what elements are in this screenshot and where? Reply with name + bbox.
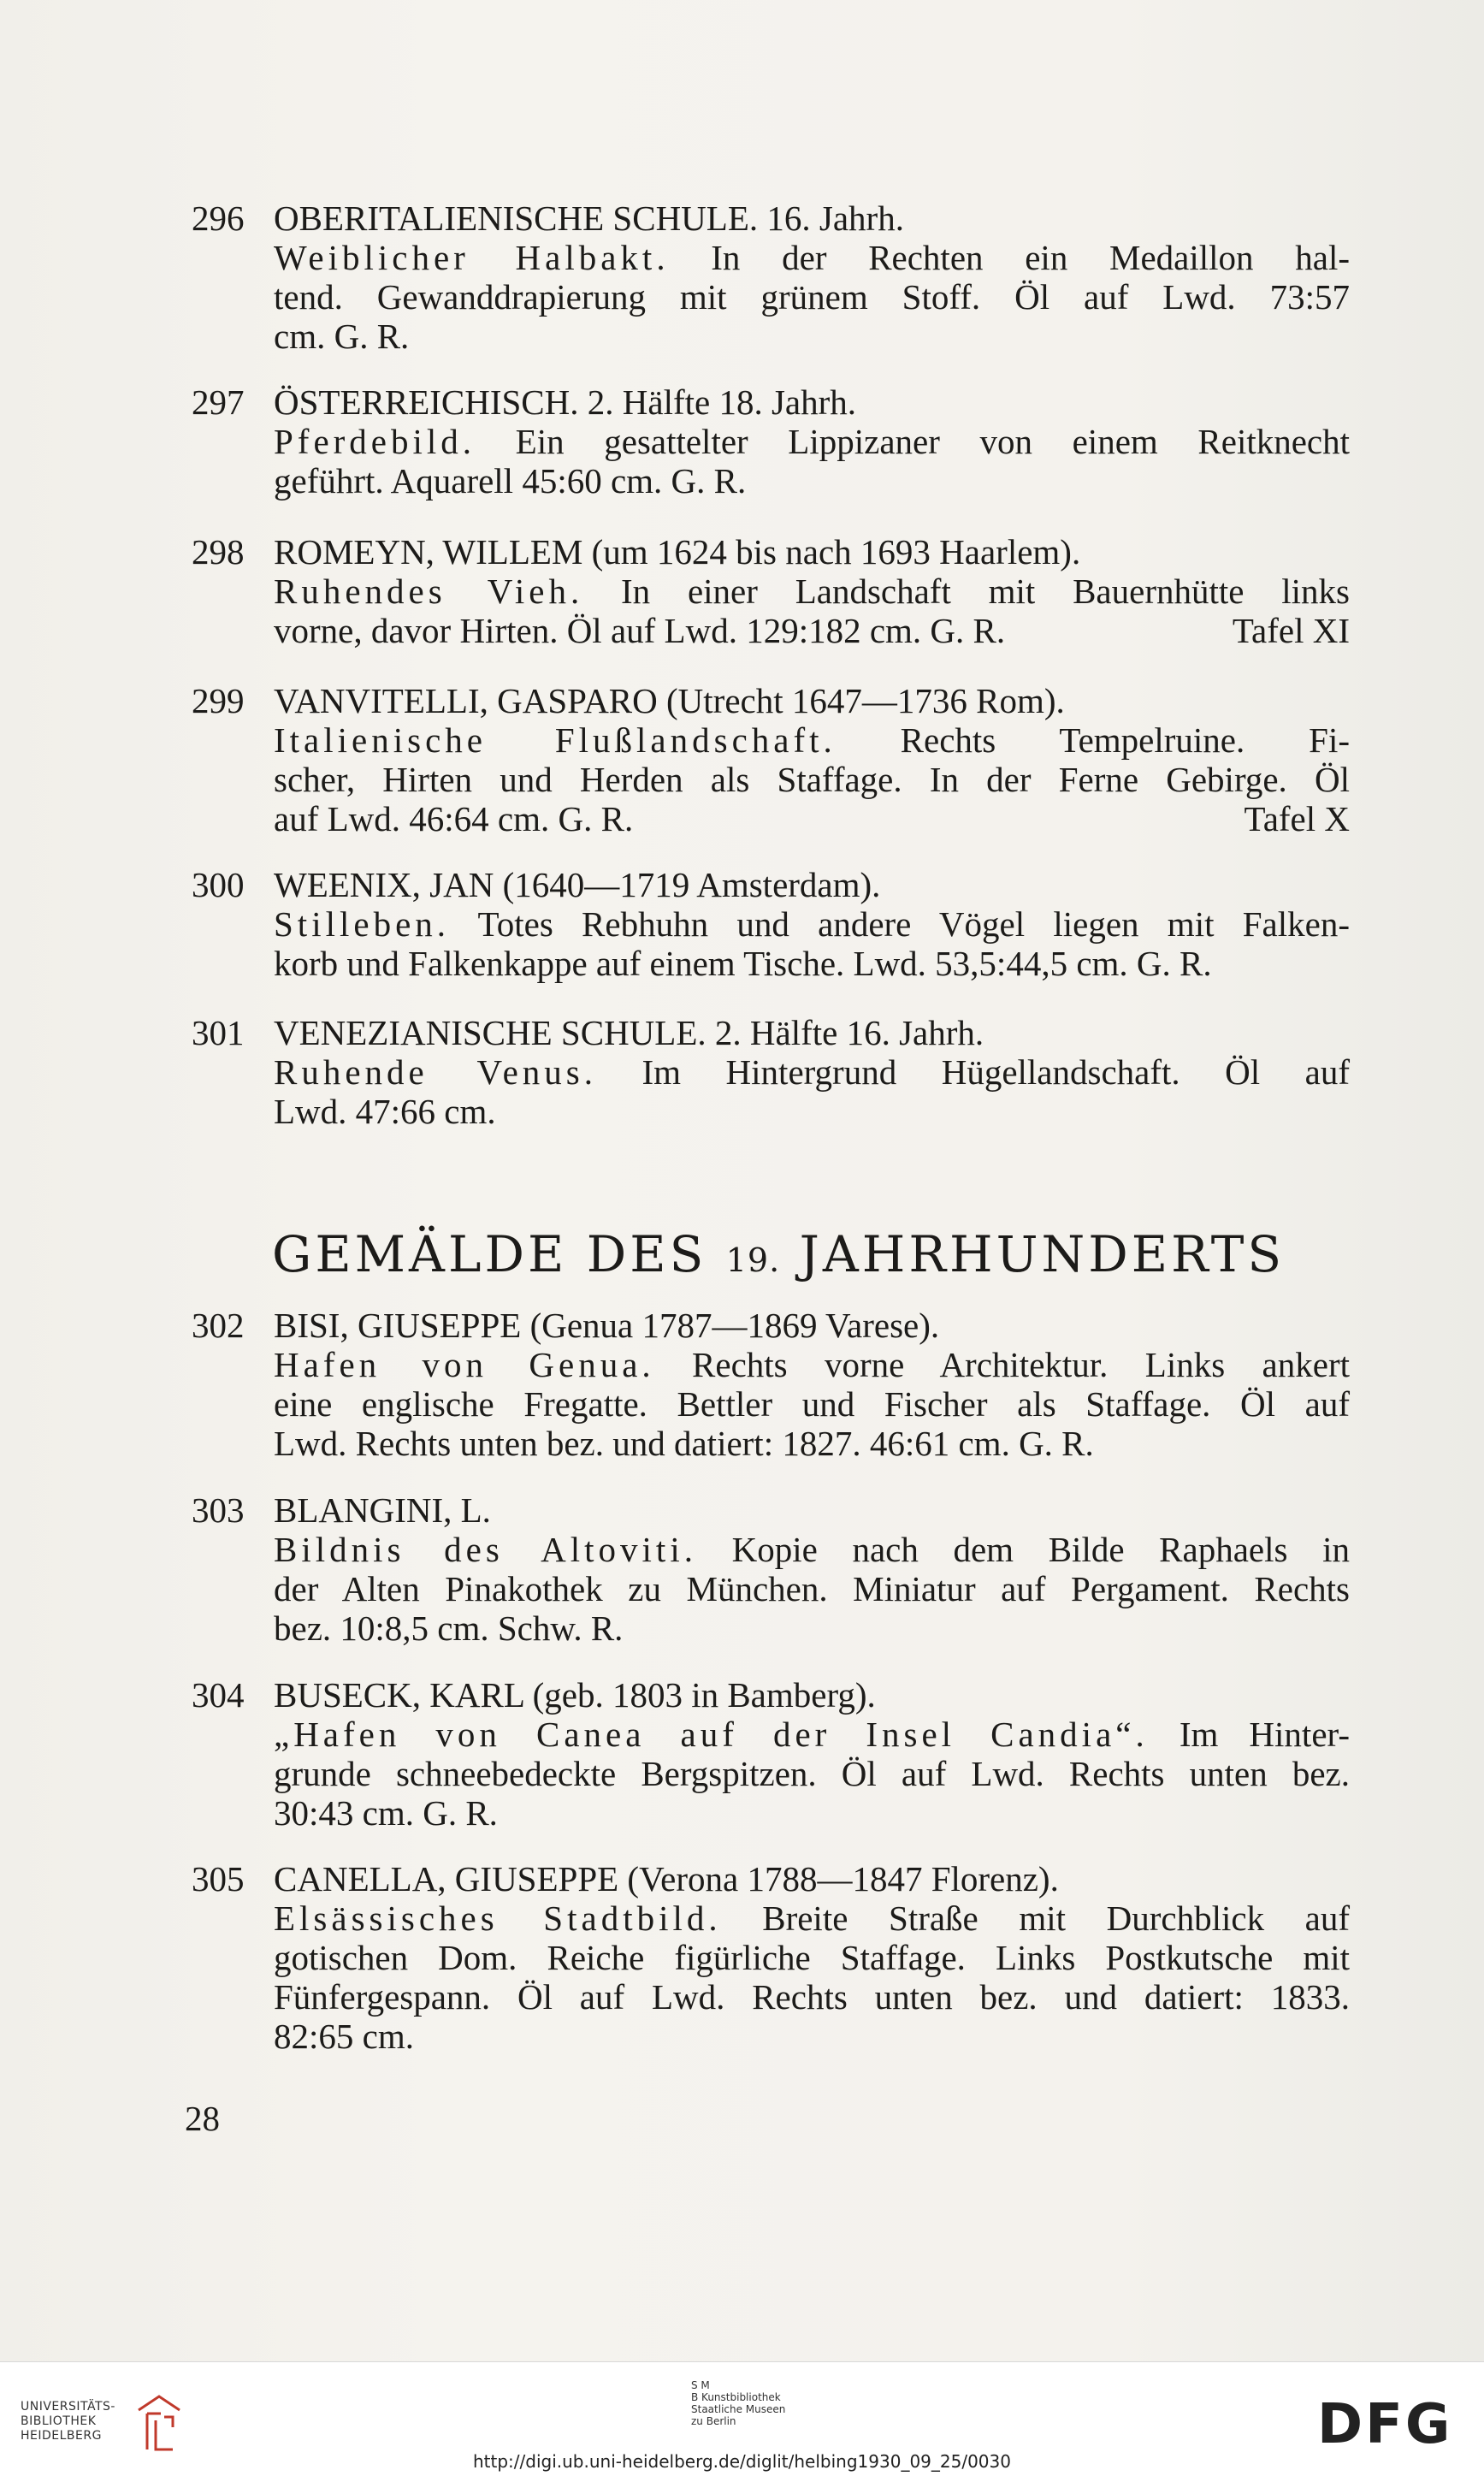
entry-text-line: gotischen Dom. Reiche figürliche Staffage. Links Postkutsche mit: [274, 1938, 1350, 1977]
entry-number: 297: [192, 382, 245, 422]
entry-text: In der Rechten ein Medaillon hal-: [711, 238, 1350, 277]
entry-header: BISI, GIUSEPPE (Genua 1787—1869 Varese).: [274, 1306, 940, 1345]
entry-text-line: der Alten Pinakothek zu München. Miniatur auf Pergament. Rechts: [274, 1569, 1350, 1608]
entry-text: In einer Landschaft mit Bauernhütte links: [621, 572, 1350, 611]
entry-number: 296: [192, 198, 245, 238]
entry-text: Im Hintergrund Hügellandschaft. Öl auf: [641, 1052, 1351, 1092]
entry-text-line: [274, 799, 1350, 838]
entry-text-line: [274, 720, 1350, 760]
entry-title: Ruhende Venus.: [274, 1052, 597, 1092]
entry-title: Weiblicher Halbakt.: [274, 238, 670, 277]
university-logo-icon: [135, 2393, 183, 2453]
university-line: UNIVERSITÄTS-: [21, 2400, 115, 2414]
catalog-entry-301: [192, 1013, 1351, 1131]
entry-text-line: 30:43 cm. G. R.: [274, 1793, 498, 1833]
entry-text-line: [274, 1715, 1350, 1754]
plate-reference: Tafel XI: [1232, 611, 1350, 650]
catalog-entry-303: [192, 1490, 1350, 1648]
entry-text-line: cm. G. R.: [274, 317, 410, 356]
entry-header: OBERITALIENISCHE SCHULE. 16. Jahrh.: [274, 198, 904, 238]
entry-header: WEENIX, JAN (1640—1719 Amsterdam).: [274, 865, 881, 904]
catalog-entry-302: [192, 1306, 1350, 1463]
entry-text-line: [274, 572, 1350, 611]
entry-text-line: bez. 10:8,5 cm. Schw. R.: [274, 1608, 624, 1648]
entry-text: Totes Rebhuhn und andere Vögel liegen mit Falken-: [477, 904, 1350, 944]
entry-number: 302: [192, 1306, 245, 1345]
center-logo-line: Staatliche Museen: [691, 2403, 786, 2415]
entry-number: 299: [192, 681, 245, 720]
entry-text-line: [274, 1345, 1350, 1384]
section-heading: [272, 1225, 1285, 1283]
entry-text: Im Hinter-: [1179, 1715, 1351, 1754]
entry-text: Rechts Tempelruine. Fi-: [900, 720, 1350, 760]
entry-text-line: [274, 611, 1350, 650]
entry-number: 301: [192, 1013, 245, 1052]
entry-text: Kopie nach dem Bilde Raphaels in: [731, 1530, 1350, 1569]
entry-number: 304: [192, 1675, 245, 1715]
entry-text-line: eine englische Fregatte. Bettler und Fischer als Staffage. Öl auf: [274, 1384, 1350, 1424]
university-library-label: [21, 2400, 115, 2443]
page-number: 28: [185, 2099, 220, 2138]
heading-prefix: GEMÄLDE DES: [272, 1225, 707, 1283]
entry-header: VANVITELLI, GASPARO (Utrecht 1647—1736 Rom).: [274, 681, 1065, 720]
entry-title: Italienische Flußlandschaft.: [274, 720, 837, 760]
entry-number: 305: [192, 1859, 245, 1898]
entry-title: Stilleben.: [274, 904, 451, 944]
entry-text-line: tend. Gewanddrapierung mit grünem Stoff. Öl auf Lwd. 73:57: [274, 277, 1350, 317]
entry-text-line: korb und Falkenkappe auf einem Tische. Lwd. 53,5:44,5 cm. G. R.: [274, 944, 1212, 983]
entry-header: ÖSTERREICHISCH. 2. Hälfte 18. Jahrh.: [274, 382, 857, 422]
entry-text: auf Lwd. 46:64 cm. G. R.: [274, 799, 634, 838]
entry-header: BUSECK, KARL (geb. 1803 in Bamberg).: [274, 1675, 876, 1715]
entry-text: Ein gesattelter Lippizaner von einem Reitknecht: [515, 422, 1351, 461]
entry-title: Ruhendes Vieh.: [274, 572, 584, 611]
entry-number: 300: [192, 865, 245, 904]
entry-text-line: Lwd. Rechts unten bez. und datiert: 1827. 46:61 cm. G. R.: [274, 1424, 1094, 1463]
center-logo-line: zu Berlin: [691, 2415, 736, 2427]
entry-header: VENEZIANISCHE SCHULE. 2. Hälfte 16. Jahrh.: [274, 1013, 984, 1052]
entry-text-line: Fünfergespann. Öl auf Lwd. Rechts unten bez. und datiert: 1833.: [274, 1977, 1350, 2017]
entry-text: vorne, davor Hirten. Öl auf Lwd. 129:182 cm. G. R.: [274, 611, 1006, 650]
entry-text-line: Lwd. 47:66 cm.: [274, 1092, 496, 1131]
heading-suffix: JAHRHUNDERTS: [799, 1225, 1286, 1283]
catalog-entry-296: [192, 198, 1350, 356]
kunstbibliothek-logo: [691, 2379, 785, 2427]
footer-bar: [0, 2361, 1484, 2476]
entry-title: Hafen von Genua.: [274, 1345, 655, 1384]
entry-text: Breite Straße mit Durchblick auf: [762, 1898, 1351, 1938]
catalog-entry-305: [192, 1859, 1351, 2056]
catalog-entry-304: [192, 1675, 1351, 1833]
entry-number: 303: [192, 1490, 245, 1530]
catalog-entry-298: [192, 532, 1350, 650]
catalog-entry-299: [192, 681, 1350, 838]
entry-header: BLANGINI, L.: [274, 1490, 491, 1530]
entry-text-line: grunde schneebedeckte Bergspitzen. Öl auf Lwd. Rechts unten bez.: [274, 1754, 1350, 1793]
plate-reference: Tafel X: [1244, 799, 1350, 838]
entry-text-line: geführt. Aquarell 45:60 cm. G. R.: [274, 461, 747, 501]
entry-text: Rechts vorne Architektur. Links ankert: [692, 1345, 1350, 1384]
center-logo-line: B Kunstbibliothek: [691, 2391, 781, 2403]
source-url-link[interactable]: http://digi.ub.uni-heidelberg.de/diglit/helbing1930_09_25/0030: [473, 2451, 1011, 2472]
catalog-entry-297: [192, 382, 1351, 501]
entry-text-line: [274, 904, 1350, 944]
entry-text-line: [274, 1898, 1350, 1938]
entry-title: „Hafen von Canea auf der Insel Candia“.: [274, 1715, 1149, 1754]
entry-number: 298: [192, 532, 245, 572]
catalog-entry-300: [192, 865, 1350, 983]
university-line: HEIDELBERG: [21, 2429, 102, 2443]
entry-text-line: 82:65 cm.: [274, 2017, 414, 2056]
center-logo-line: S M: [691, 2379, 710, 2391]
entry-text-line: [274, 1530, 1350, 1569]
entry-title: Pferdebild.: [274, 422, 476, 461]
entry-title: Elsässisches Stadtbild.: [274, 1898, 722, 1938]
entry-header: CANELLA, GIUSEPPE (Verona 1788—1847 Florenz).: [274, 1859, 1059, 1898]
university-line: BIBLIOTHEK: [21, 2414, 97, 2428]
entry-text-line: scher, Hirten und Herden als Staffage. In der Ferne Gebirge. Öl: [274, 760, 1350, 799]
entry-text-line: [274, 422, 1350, 461]
entry-header: ROMEYN, WILLEM (um 1624 bis nach 1693 Haarlem).: [274, 532, 1081, 572]
entry-text-line: [274, 238, 1350, 277]
entry-title: Bildnis des Altoviti.: [274, 1530, 697, 1569]
dfg-logo: DFG: [1317, 2393, 1453, 2456]
heading-number: 19.: [725, 1241, 781, 1279]
entry-text-line: [274, 1052, 1350, 1092]
